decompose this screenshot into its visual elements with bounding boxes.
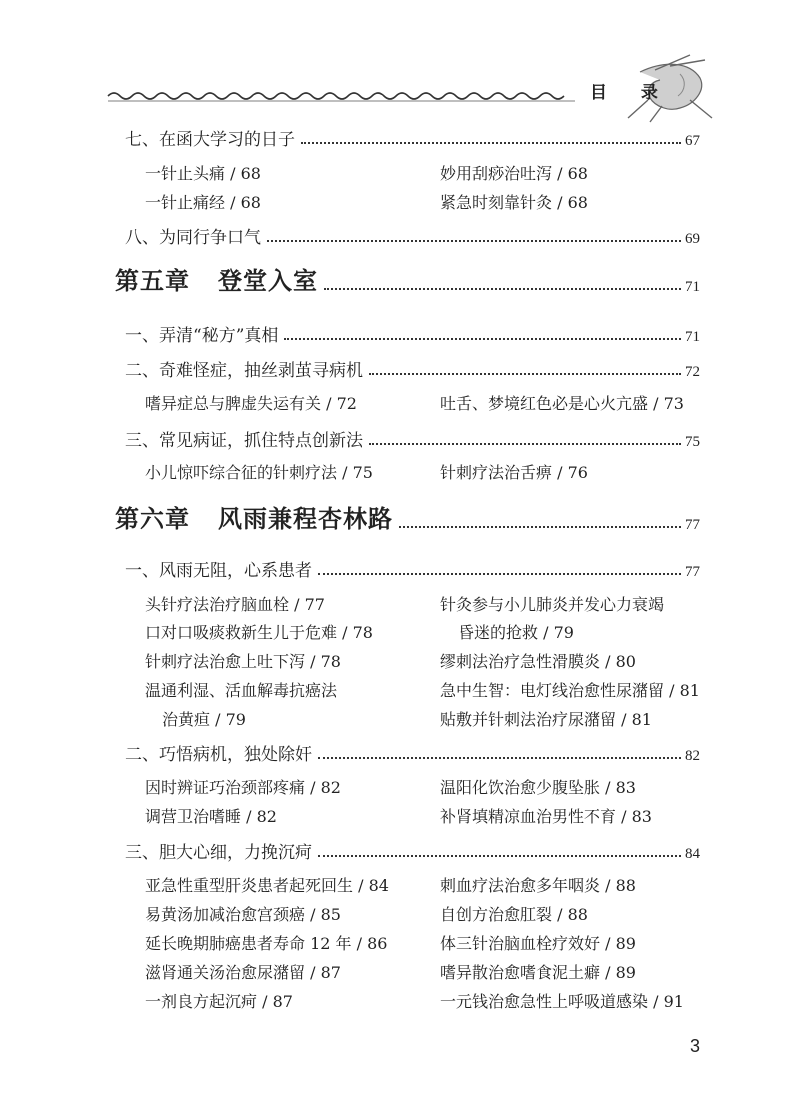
chapter-label: 第五章 [115,266,190,295]
section-title: 一、风雨无阻，心系患者 [125,561,312,581]
toc-item[interactable]: 一针止头痛 / 68 [145,164,261,183]
toc-item[interactable]: 一针止痛经 / 68 [145,193,261,212]
leader-dots [301,142,681,144]
section-page: 67 [685,133,700,149]
toc-section-c6-3[interactable] [125,833,700,863]
toc-item[interactable]: 一剂良方起沉疴 / 87 [145,992,293,1011]
chapter-name: 风雨兼程杏林路 [218,504,393,533]
toc-item[interactable]: 贴敷并针刺法治疗尿潴留 / 81 [440,710,652,729]
chapter-page: 71 [685,279,700,295]
toc-item[interactable]: 亚急性重型肝炎患者起死回生 / 84 [145,876,389,895]
toc-chapter-6[interactable] [115,494,700,534]
section-title: 一、弄清“秘方”真相 [125,326,279,346]
page-header [0,0,800,130]
toc-item[interactable]: 小儿惊吓综合征的针刺疗法 / 75 [145,463,373,482]
leader-dots [369,443,681,445]
section-title: 七、在函大学习的日子 [125,130,295,150]
section-page: 84 [685,846,700,862]
toc-item[interactable]: 针刺疗法治愈上吐下泻 / 78 [145,652,341,671]
chapter-page: 77 [685,517,700,533]
toc-item[interactable]: 针刺疗法治舌痹 / 76 [440,463,588,482]
toc-item[interactable]: 因时辨证巧治颈部疼痛 / 82 [145,778,341,797]
toc-item[interactable]: 调营卫治嗜睡 / 82 [145,807,277,826]
leader-dots [284,338,681,340]
page-number: 3 [690,1036,701,1056]
toc-item[interactable]: 补肾填精凉血治男性不育 / 83 [440,807,652,826]
toc-item[interactable]: 紧急时刻靠针灸 / 68 [440,193,588,212]
header-ornament [0,0,800,130]
toc-section-7[interactable] [125,120,700,150]
swirl-border [108,93,564,99]
toc-section-c5-3[interactable] [125,421,700,451]
toc-item[interactable]: 滋肾通关汤治愈尿潴留 / 87 [145,963,341,982]
leader-dots [318,855,681,857]
toc-item[interactable]: 妙用刮痧治吐泻 / 68 [440,164,588,183]
toc-item[interactable]: 一元钱治愈急性上呼吸道感染 / 91 [440,992,684,1011]
toc-chapter-5[interactable] [115,256,700,296]
toc-item[interactable]: 温阳化饮治愈少腹坠胀 / 83 [440,778,636,797]
toc-item[interactable]: 针灸参与小儿肺炎并发心力衰竭 [440,595,665,614]
leader-dots [318,573,681,575]
leader-dots [324,288,681,290]
toc-item[interactable]: 昏迷的抢救 / 79 [458,623,574,642]
chapter-name: 登堂入室 [218,266,318,295]
leader-dots [318,757,681,759]
toc-item[interactable]: 易黄汤加减治愈宫颈癌 / 85 [145,905,341,924]
toc-section-8[interactable] [125,218,700,248]
section-page: 75 [685,434,700,450]
section-page: 71 [685,329,700,345]
chapter-title [115,261,318,296]
toc-item[interactable]: 吐舌、梦境红色必是心火亢盛 / 73 [440,394,684,413]
leader-dots [399,526,681,528]
toc-item[interactable]: 嗜异散治愈嗜食泥土癖 / 89 [440,963,636,982]
toc-item[interactable]: 体三针治脑血栓疗效好 / 89 [440,934,636,953]
toc-item[interactable]: 自创方治愈肛裂 / 88 [440,905,588,924]
toc-item[interactable]: 治黄疸 / 79 [162,710,246,729]
leader-dots [267,240,681,242]
toc-item[interactable]: 急中生智：电灯线治愈性尿潴留 / 81 [440,681,700,700]
section-page: 77 [685,564,700,580]
toc-item[interactable]: 嗜异症总与脾虚失运有关 / 72 [145,394,357,413]
chapter-label: 第六章 [115,504,190,533]
toc-item[interactable]: 温通利湿、活血解毒抗癌法 [145,681,338,700]
section-page: 69 [685,231,700,247]
chapter-title [115,499,393,534]
section-page: 72 [685,364,700,380]
leader-dots [369,373,681,375]
header-title: 目 录 [590,83,672,103]
toc-item[interactable]: 延长晚期肺癌患者寿命 12 年 / 86 [145,934,388,953]
section-title: 二、奇难怪症，抽丝剥茧寻病机 [125,361,363,381]
toc-item[interactable]: 缪刺法治疗急性滑膜炎 / 80 [440,652,636,671]
toc-item[interactable]: 头针疗法治疗脑血栓 / 77 [145,595,325,614]
toc-section-c5-2[interactable] [125,351,700,381]
section-page: 82 [685,748,700,764]
toc-section-c6-2[interactable] [125,735,700,765]
section-title: 三、胆大心细，力挽沉疴 [125,843,312,863]
section-title: 八、为同行争口气 [125,228,261,248]
section-title: 三、常见病证，抓住特点创新法 [125,431,363,451]
section-title: 二、巧悟病机，独处除奸 [125,745,312,765]
toc-section-c6-1[interactable] [125,551,700,581]
toc-section-c5-1[interactable] [125,316,700,346]
toc-item[interactable]: 口对口吸痰救新生儿于危难 / 78 [145,623,373,642]
toc-item[interactable]: 刺血疗法治愈多年咽炎 / 88 [440,876,636,895]
